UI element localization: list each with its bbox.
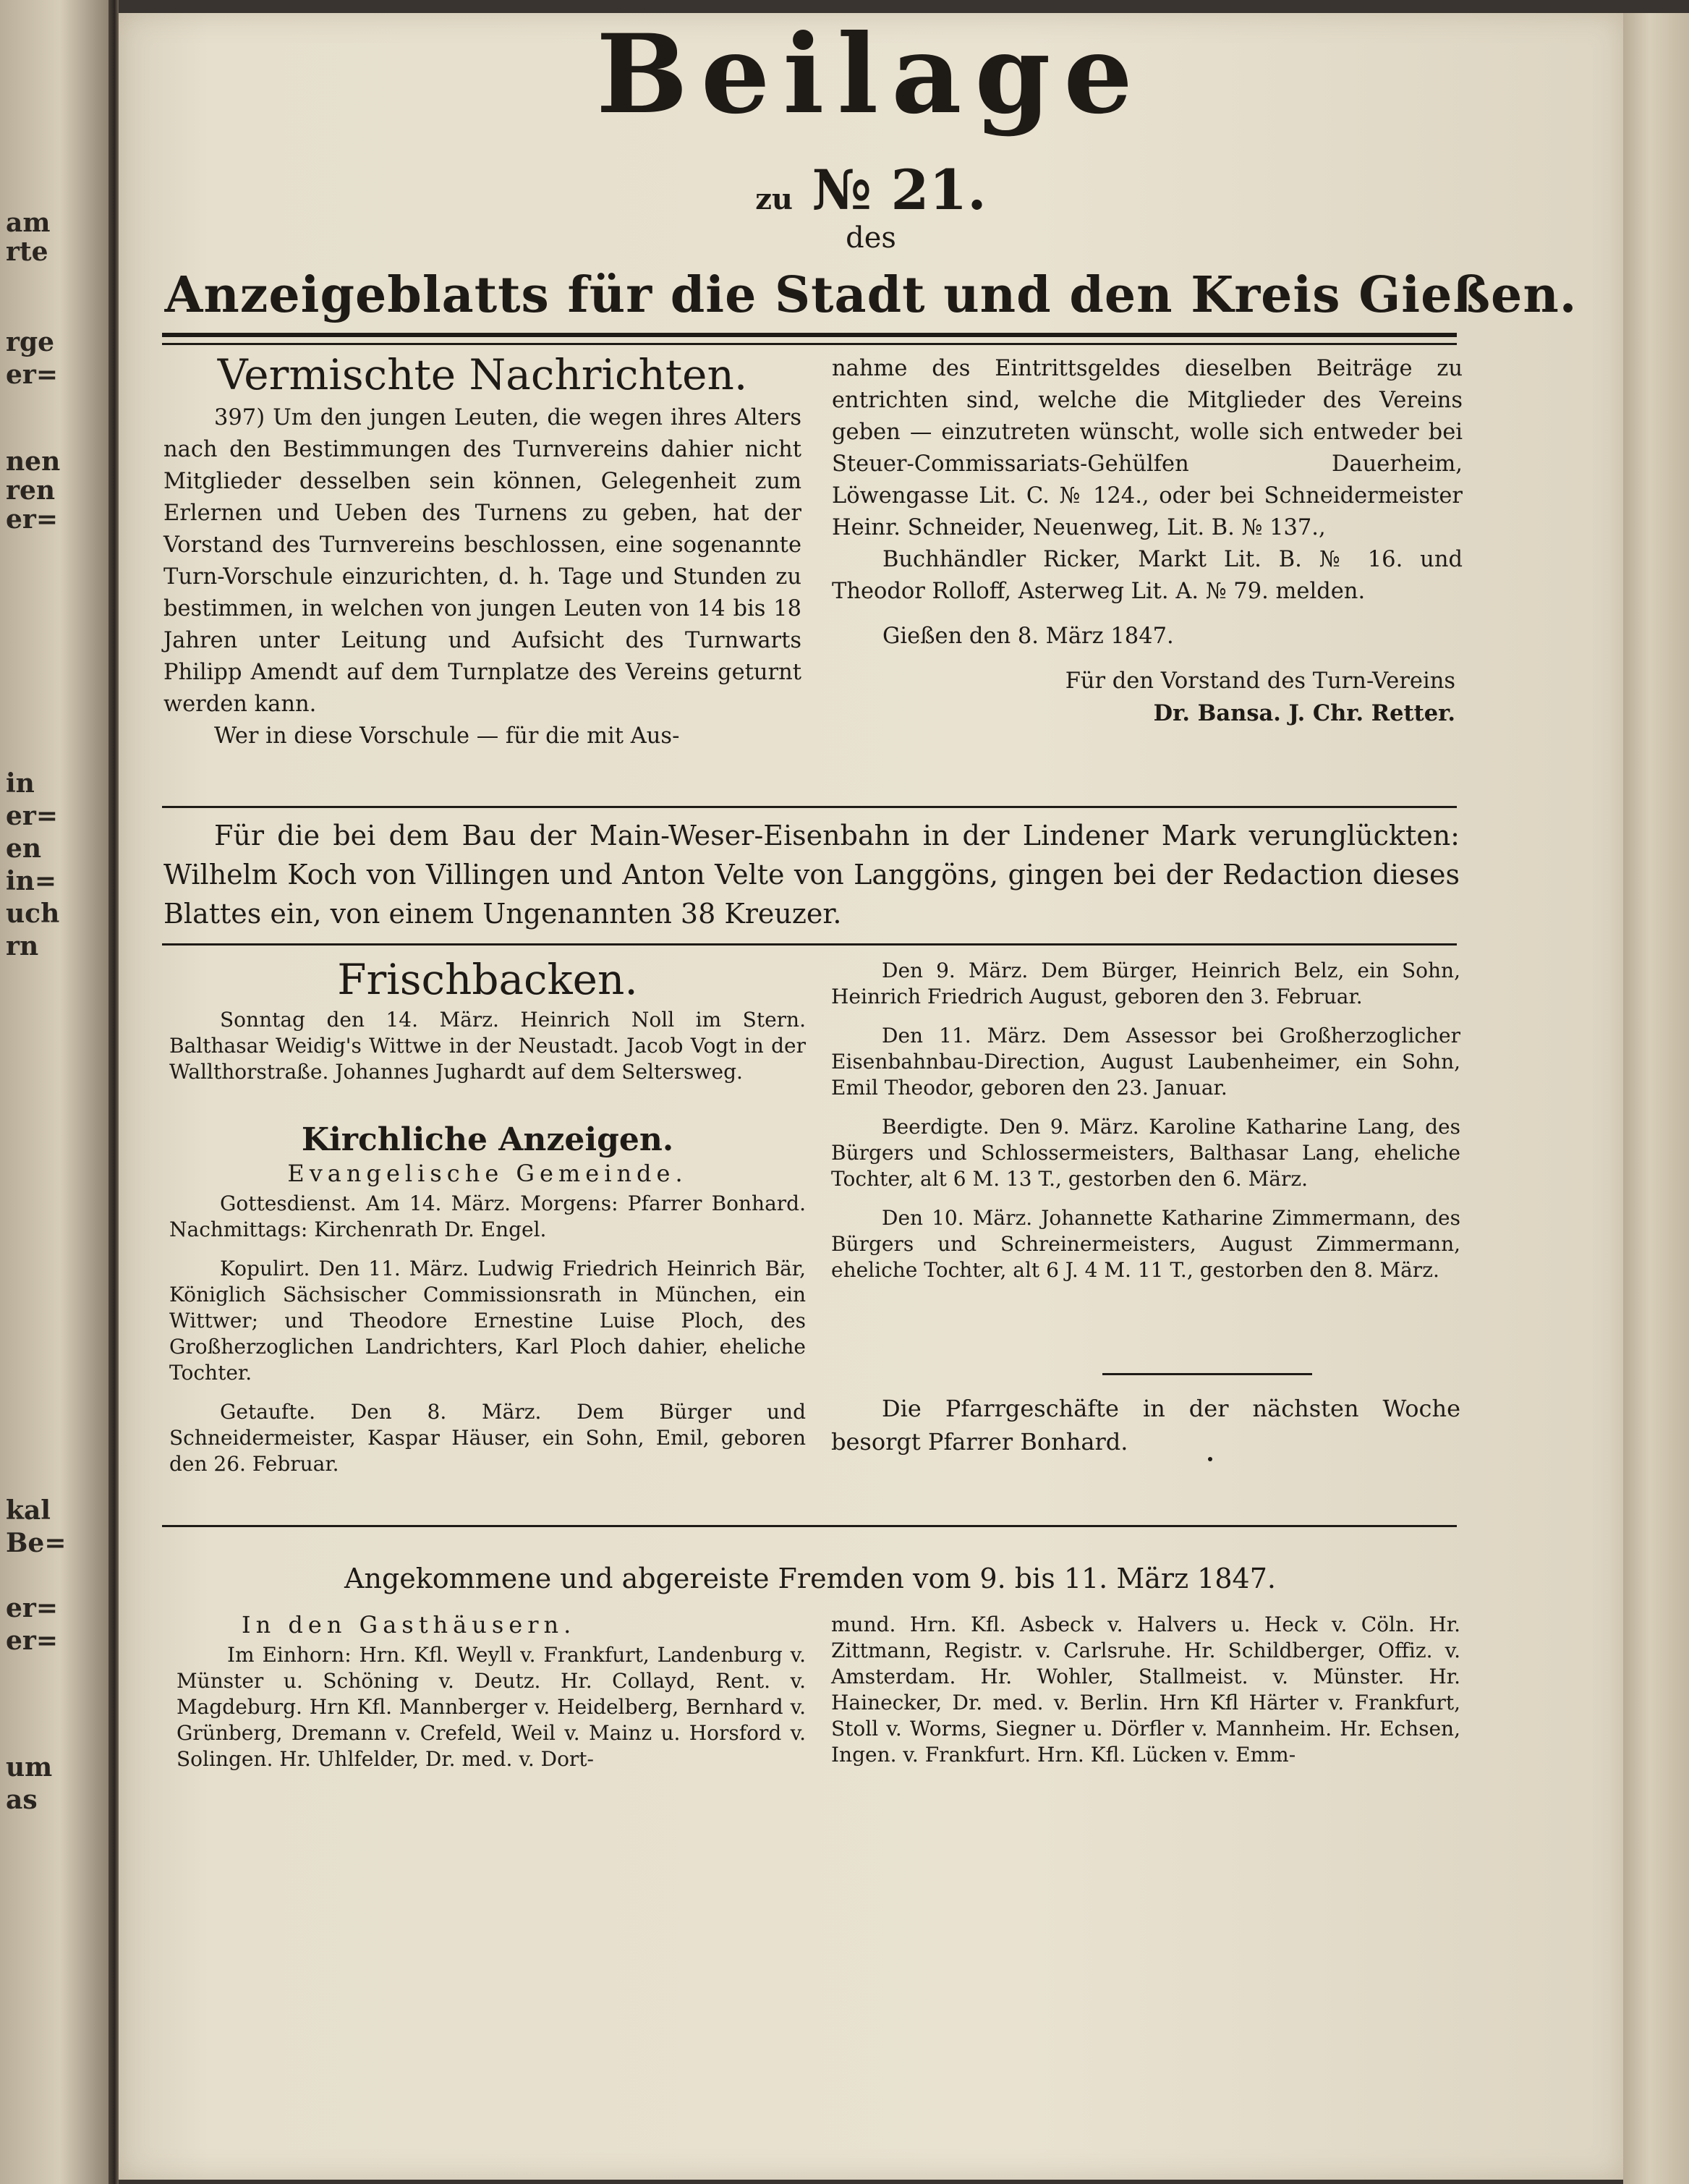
church-subheading: Evangelische Gemeinde. — [287, 1160, 688, 1187]
issue-number: № 21. — [812, 158, 987, 222]
misc-date: Gießen den 8. März 1847. — [882, 624, 1174, 649]
fragment: ren — [6, 475, 56, 506]
misc-paragraph: 397) Um den jungen Leuten, die wegen ihres Alters nach den Bestimmungen des Turnvereins dahier nicht Mitglieder desselben sein können, Gelegenheit zum Erlernen und Ueben des Turnens zu geben, hat der Vorstand des Turnvereins beschlossen, eine sogenannte Turn-Vorschule einzurichten, d. h. Tage und Stunden zu bestimmen, in welchen von jungen Leuten von 14 bis 18 Jahren unter Leitung und Aufsicht des Turnwarts Philipp Amendt auf dem Turnplatze des Vereins geturnt werden kann. — [163, 405, 801, 717]
fragment: er= — [6, 504, 59, 535]
misc-column-right — [832, 353, 1463, 729]
section-rule — [162, 806, 1457, 808]
fragment: am — [6, 208, 51, 238]
strangers-heading-block — [162, 1561, 1458, 1596]
strangers-column-left — [176, 1612, 806, 1772]
donation-notice — [163, 816, 1460, 933]
fragment: er= — [6, 1626, 59, 1656]
fragment: Be= — [6, 1528, 67, 1558]
fragment: en — [6, 833, 42, 864]
church-entry: Beerdigte. Den 9. März. Karoline Katharine Lang, des Bürgers und Schlossermeisters, Balthasar Lang, eheliche Tochter, alt 6 M. 13 T., gestorben den 6. März. — [831, 1115, 1460, 1191]
issue-number-line — [119, 158, 1623, 222]
fragment: er= — [6, 801, 59, 831]
church-entry: Getaufte. Den 8. März. Dem Bürger und Schneidermeister, Kaspar Häuser, ein Sohn, Emil, geboren den 26. Februar. — [169, 1400, 806, 1476]
newspaper-title: Anzeigeblatts für die Stadt und den Kreis Gießen. — [164, 266, 1578, 324]
misc-paragraph: Wer in diese Vorschule — für die mit Aus- — [214, 723, 680, 749]
frisch-text: Sonntag den 14. März. Heinrich Noll im Stern. Balthasar Weidig's Wittwe in der Neustadt. Jacob Vogt in der Wallthorstraße. Johannes Jughardt auf dem Seltersweg. — [169, 1008, 806, 1084]
church-entry: Gottesdienst. Am 14. März. Morgens: Pfarrer Bonhard. Nachmittags: Kirchenrath Dr. Engel. — [169, 1191, 806, 1241]
fragment: kal — [6, 1495, 51, 1526]
fragment: rge — [6, 327, 55, 357]
church-entry: Den 9. März. Dem Bürger, Heinrich Belz, ein Sohn, Heinrich Friedrich August, geboren den 3. Februar. — [831, 959, 1460, 1008]
strangers-heading: Angekommene und abgereiste Fremden vom 9. bis 11. März 1847. — [344, 1563, 1276, 1594]
strangers-column-right — [831, 1612, 1460, 1768]
church-entry: Den 11. März. Dem Assessor bei Großherzoglicher Eisenbahnbau-Direction, August Laubenheimer, ein Sohn, Emil Theodor, geboren den 23. Januar. — [831, 1024, 1460, 1100]
newspaper-page — [119, 13, 1623, 2180]
fragment: um — [6, 1752, 53, 1783]
zu-label: zu — [755, 182, 794, 216]
header-rule — [162, 333, 1457, 337]
fragment: in= — [6, 866, 57, 896]
header-rule-thin — [162, 343, 1457, 345]
church-entry: Den 10. März. Johannette Katharine Zimmermann, des Bürgers und Schreinermeisters, August Zimmermann, eheliche Tochter, alt 6 J. 4 M. 11 T., gestorben den 8. März. — [831, 1206, 1460, 1282]
misc-paragraph: Buchhändler Ricker, Markt Lit. B. № 16. und Theodor Rolloff, Asterweg Lit. A. № 79. melden. — [832, 547, 1463, 604]
page-stack-edge — [1623, 13, 1689, 2184]
misc-column-left — [163, 350, 801, 752]
misc-signature: Für den Vorstand des Turn-Vereins — [1065, 668, 1455, 694]
previous-page-edge — [0, 0, 109, 2184]
fragment: as — [6, 1785, 38, 1815]
fragment: in — [6, 768, 35, 799]
fragment: nen — [6, 446, 61, 477]
donation-text: Für die bei dem Bau der Main-Weser-Eisenbahn in der Lindener Mark verunglückten: Wilhelm Koch von Villingen und Anton Velte von Langgöns, gingen bei der Redaction dieses Blattes ein, von einem Ungenannten 38 Kreuzer. — [163, 820, 1460, 930]
misc-signature-names: Dr. Bansa. J. Chr. Retter. — [1153, 700, 1455, 726]
misc-paragraph: nahme des Eintrittsgeldes dieselben Beiträge zu entrichten sind, welche die Mitglieder des Vereins geben — einzutreten wünscht, wolle sich entweder bei Steuer-Commissariats-Gehülfen Dauerheim, Löwengasse Lit. C. № 124., oder bei Schneidermeister Heinr. Schneider, Neuenweg, Lit. B. № 137., — [832, 356, 1463, 540]
lower-column-left — [169, 955, 806, 1477]
fragment: er= — [6, 360, 59, 390]
strangers-text: mund. Hrn. Kfl. Asbeck v. Halvers u. Heck v. Cöln. Hr. Zittmann, Registr. v. Carlsruhe. Hr. Schildberger, Offiz. v. Amsterdam. Hr. Wohler, Stallmeist. v. Münster. Hr. Hainecker, Dr. med. v. Berlin. Hrn Kfl Härter v. Frankfurt, Stoll v. Worms, Siegner u. Dörfler v. Mannheim. Hr. Echsen, Ingen. v. Frankfurt. Hrn. Kfl. Lücken v. Emm- — [831, 1612, 1460, 1767]
des-label: des — [846, 221, 896, 255]
fragment: rn — [6, 931, 39, 961]
strangers-text: Im Einhorn: Hrn. Kfl. Weyll v. Frankfurt, Landenburg v. Münster u. Schöning v. Deutz. Hr. Collayd, Rent. v. Magdeburg. Hrn Kfl. Mannberger v. Heidelberg, Bernhard v. Grünberg, Dremann v. Crefeld, Weil v. Mainz u. Horsford v. Solingen. Hr. Uhlfelder, Dr. med. v. Dort- — [176, 1643, 806, 1771]
pastor-notice: Die Pfarrgeschäfte in der nächsten Woche besorgt Pfarrer Bonhard. — [831, 1395, 1460, 1456]
section-rule — [162, 1525, 1457, 1527]
church-heading: Kirchliche Anzeigen. — [301, 1121, 674, 1158]
church-entry: Kopulirt. Den 11. März. Ludwig Friedrich Heinrich Bär, Königlich Sächsischer Commissionsrath in München, ein Wittwer; und Theodore Ernestine Luise Ploch, des Großherzoglichen Landrichters, Karl Ploch dahier, eheliche Tochter. — [169, 1257, 806, 1385]
frisch-heading: Frischbacken. — [337, 955, 638, 1004]
strangers-subheading: In den Gasthäusern. — [242, 1611, 577, 1639]
ink-dot — [1208, 1457, 1212, 1461]
supplement-title: Beilage — [596, 11, 1146, 138]
section-rule — [162, 943, 1457, 946]
lower-column-right — [831, 958, 1460, 1458]
fragment: uch — [6, 898, 60, 929]
book-gutter — [109, 0, 119, 2184]
fragment: er= — [6, 1593, 59, 1623]
short-separator — [1102, 1373, 1312, 1375]
fragment: rte — [6, 237, 48, 267]
misc-heading: Vermischte Nachrichten. — [217, 350, 748, 399]
